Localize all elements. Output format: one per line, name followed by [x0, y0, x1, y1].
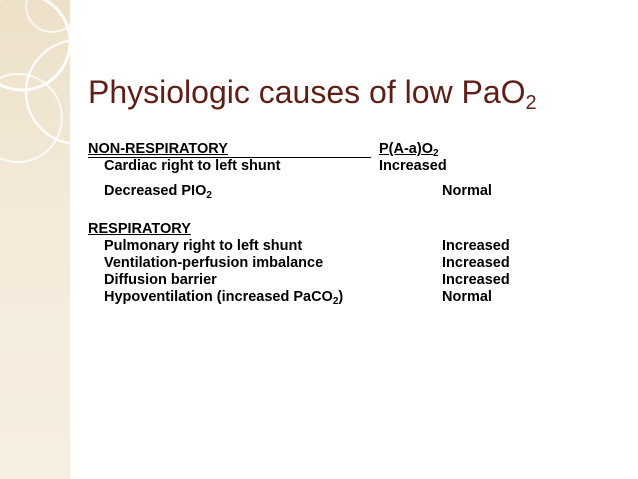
cause-label: Pulmonary right to left shunt: [104, 238, 303, 254]
cause-label: Ventilation-perfusion imbalance: [104, 255, 324, 271]
section-header-nonrespiratory: NON-RESPIRATORY: [88, 141, 228, 157]
slide-title: Physiologic causes of low PaO$_2$: [88, 74, 537, 114]
gradient-value: Increased: [442, 255, 510, 271]
gradient-value: Normal: [442, 289, 492, 305]
cause-label: Hypoventilation (increased PaCO$_2$): [104, 289, 344, 307]
cause-label: Cardiac right to left shunt: [104, 158, 281, 174]
gradient-value: Increased: [379, 158, 447, 174]
cause-label: Decreased $PIO_2$: [104, 183, 212, 201]
gradient-value: Increased: [442, 272, 510, 288]
gradient-value: Normal: [442, 183, 492, 199]
gradient-value: Increased: [442, 238, 510, 254]
column-header-gradient: $P(A-a)O_2$: [379, 141, 439, 159]
cause-label: Diffusion barrier: [104, 272, 217, 288]
section-header-respiratory: RESPIRATORY: [88, 221, 191, 237]
